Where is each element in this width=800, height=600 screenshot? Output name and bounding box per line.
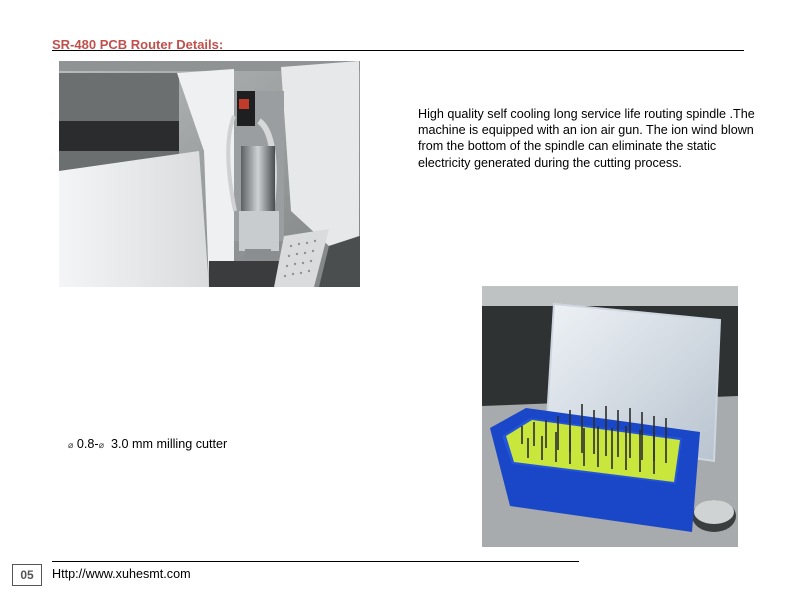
title-divider bbox=[52, 50, 744, 51]
cutter-spec-min: 0.8- bbox=[73, 437, 99, 451]
router-spindle-photo bbox=[59, 61, 360, 287]
router-spindle-illustration bbox=[59, 61, 360, 287]
milling-cutter-spec bbox=[68, 437, 227, 451]
cutter-spec-max: 3.0 mm milling cutter bbox=[104, 437, 228, 451]
footer-divider bbox=[52, 561, 579, 562]
footer-url: Http://www.xuhesmt.com bbox=[52, 567, 191, 581]
diameter-icon: ⌀ bbox=[98, 440, 105, 450]
milling-cutter-illustration bbox=[482, 286, 738, 547]
page-number: 05 bbox=[12, 564, 42, 586]
diameter-icon: ⌀ bbox=[68, 440, 74, 450]
page-title: SR-480 PCB Router Details: bbox=[52, 37, 224, 52]
milling-cutter-box-photo bbox=[482, 286, 738, 547]
spindle-description: High quality self cooling long service life routing spindle .The machine is equipped with an ion air gun. The ion wind blown from the bottom of the spindle can eliminate the static electricity generated during the cutting process. bbox=[418, 107, 755, 170]
